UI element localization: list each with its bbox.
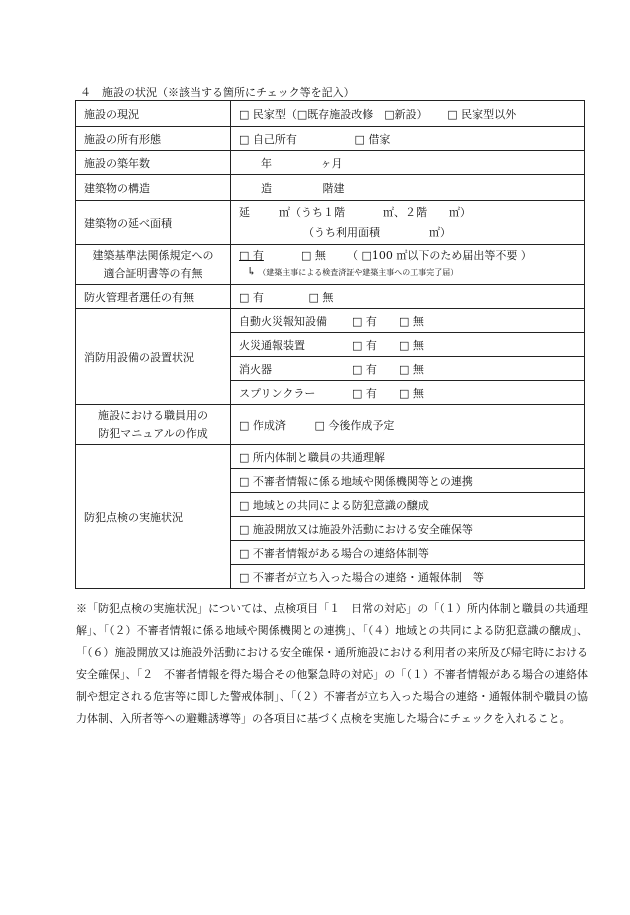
checkbox-inspection-item[interactable]: □ 不審者情報に係る地域や関係機関等との連携 [231,469,585,493]
label-ownership: 施設の所有形態 [76,127,231,151]
label-fire-manager: 防火管理者選任の有無 [76,285,231,309]
section-heading: ４ 施設の状況（※該当する箇所にチェック等を記入） [80,86,355,99]
label-structure: 建築物の構造 [76,175,231,201]
age-month-unit[interactable]: ヶ月 [320,156,343,170]
row-building-cert [76,245,585,285]
checkbox-inspection-item[interactable]: □ 不審者情報がある場合の連絡体制等 [231,541,585,565]
label-manual-2: 防犯マニュアルの作成 [98,426,208,440]
row-current [76,101,585,127]
row-manual [76,405,585,445]
row-age [76,151,585,175]
label-building-cert-2: 適合証明書等の有無 [103,266,203,280]
equipment-name: 消火器 [239,362,272,376]
checkbox-equipment-yes[interactable]: □ 有 [352,338,377,352]
label-area: 建築物の延べ面積 [76,201,231,245]
checkbox-inspection-item[interactable]: □ 所内体制と職員の共通理解 [231,445,585,469]
equipment-name: 自動火災報知設備 [239,314,327,328]
label-manual [76,405,231,445]
checkbox-self-owned[interactable]: □ 自己所有 [239,132,297,146]
label-fire-equipment: 消防用設備の設置状況 [76,309,231,405]
checkbox-cert-no[interactable]: □ 無 [301,249,326,262]
checkbox-equipment-no[interactable]: □ 無 [399,314,424,328]
label-current: 施設の現況 [76,101,231,127]
checkbox-non-minka[interactable]: □ 民家型以外 [447,107,517,121]
footnote: ※「防犯点検の実施状況」については、点検項目「１ 日常の対応」の「（１）所内体制と職員の共通理解」、「（２）不審者情報に係る地域や関係機関との連携」、「（４）地域との共同による防犯意識の醸成」、「（６）施設開放又は施設外活動における安全確保・通所施設における利用者の来所及び帰宅時における安全確保」、「２ 不審者情報を得た場合その他緊急時の対応」の「（１）不審者情報がある場合の連絡体制や想定される危害等に即した警戒体制」、「（２）不審者が立ち入った場合の連絡・通報体制や職員の協力体制、入所者等への避難誘導等」の各項目に基づく点検を実施した場合にチェックを入れること。 [76,602,588,725]
label-building-cert-1: 建築基準法関係規定への [92,248,214,262]
label-manual-1: 施設における職員用の [98,408,208,422]
checkbox-manual-planned[interactable]: □ 今後作成予定 [314,418,395,432]
label-building-cert [76,245,231,285]
checkbox-equipment-yes[interactable]: □ 有 [352,314,377,328]
checkbox-inspection-item[interactable]: □ 不審者が立ち入った場合の連絡・通報体制 等 [231,565,585,589]
row-ownership [76,127,585,151]
checkbox-fire-manager-yes[interactable]: □ 有 [239,290,264,304]
label-age: 施設の築年数 [76,151,231,175]
checkbox-minka[interactable]: □ 民家型（□既存施設改修 □新設） [239,107,428,121]
checkbox-equipment-yes[interactable]: □ 有 [352,386,377,400]
checkbox-equipment-yes[interactable]: □ 有 [352,362,377,376]
structure-kai[interactable]: 階建 [322,181,345,195]
checkbox-cert-yes[interactable]: □ 有 [239,249,264,262]
checkbox-equipment-no[interactable]: □ 無 [399,362,424,376]
row-fire-manager [76,285,585,309]
area-close: ㎡） [449,205,471,219]
checkbox-inspection-item[interactable]: □ 地域との共同による防犯意識の醸成 [231,493,585,517]
cert-sub-note: （建築主事による検査済証や建築主事への工事完了届） [258,268,459,277]
equipment-name: 火災通報装置 [239,338,305,352]
row-inspection-1 [76,445,585,469]
arrow-icon: ↳ [247,265,257,278]
checkbox-inspection-item[interactable]: □ 施設開放又は施設外活動における安全確保等 [231,517,585,541]
facility-status-table [75,100,585,589]
checkbox-fire-manager-no[interactable]: □ 無 [308,290,334,304]
structure-zo[interactable]: 造 [261,181,272,195]
label-inspection: 防犯点検の実施状況 [76,445,231,589]
checkbox-cert-exempt[interactable]: （ □100 ㎡以下のため届出等不要 ） [347,249,532,262]
area-total-label[interactable]: 延 [239,205,250,219]
equipment-name: スプリンクラー [239,386,316,400]
age-year-unit[interactable]: 年 [261,156,272,170]
area-first-floor[interactable]: ㎡（うち１階 [279,205,345,219]
checkbox-rented[interactable]: □ 借家 [354,132,391,146]
row-fire-equipment-1 [76,309,585,333]
area-usable[interactable]: （うち利用面積 [303,225,380,239]
checkbox-equipment-no[interactable]: □ 無 [399,386,424,400]
checkbox-equipment-no[interactable]: □ 無 [399,338,424,352]
area-second-floor[interactable]: ㎡、２階 [383,205,427,219]
area-usable-unit: ㎡） [429,225,451,239]
checkbox-manual-done[interactable]: □ 作成済 [239,418,286,432]
row-structure [76,175,585,201]
row-area [76,201,585,245]
